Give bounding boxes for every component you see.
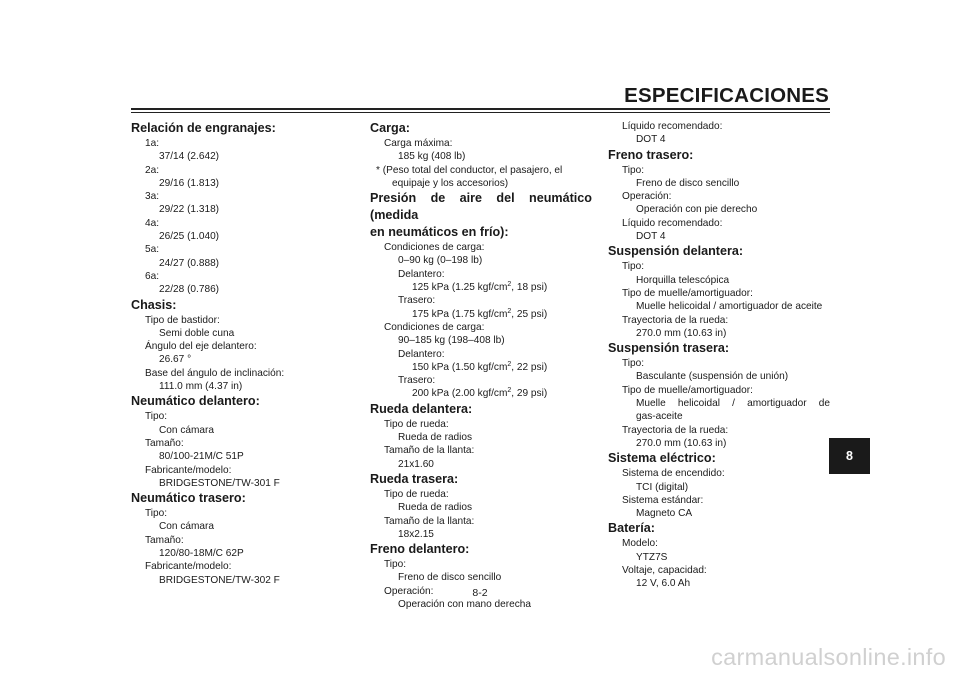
header-rule-thick xyxy=(131,108,830,110)
spec-label: 1a: xyxy=(145,138,160,149)
section-title-rear-tire: Neumático trasero: xyxy=(131,491,246,506)
spec-label: Tipo: xyxy=(145,508,168,520)
pressure-text: 150 kPa (1.50 kgf/cm xyxy=(412,361,508,373)
gear-3 xyxy=(131,190,351,217)
section-title-electrical: Sistema eléctrico: xyxy=(608,451,716,466)
spec-label: Trayectoria de la rueda: xyxy=(622,314,729,326)
spec-value: 111.0 mm (4.37 in) xyxy=(159,381,243,393)
section-title-battery: Batería: xyxy=(608,521,655,536)
spec-label: Tamaño de la llanta: xyxy=(384,445,475,457)
spec-value: YTZ7S xyxy=(636,551,668,563)
spec-value: Freno de disco sencillo xyxy=(636,177,740,189)
superscript: 2 xyxy=(507,387,512,395)
spec-column-1 xyxy=(131,120,351,587)
gear-2 xyxy=(131,164,351,191)
spec-label: 5a: xyxy=(145,244,160,256)
spec-label: Tipo: xyxy=(384,559,407,571)
spec-label: Modelo: xyxy=(622,538,658,550)
spec-label: Base del ángulo de inclinación: xyxy=(145,367,285,379)
spec-value: 24/27 (0.888) xyxy=(159,257,220,269)
spec-label: Trayectoria de la rueda: xyxy=(622,424,729,436)
spec-label: 3a: xyxy=(145,191,160,203)
spec-value: Operación con mano derecha xyxy=(398,599,531,611)
spec-value: Rueda de radios xyxy=(398,432,473,444)
spec-value: DOT 4 xyxy=(636,134,666,146)
spec-value-continued: gas-aceite xyxy=(636,411,683,423)
spec-value: DOT 4 xyxy=(636,231,666,243)
pressure-text: 125 kPa (1.25 kgf/cm xyxy=(412,282,508,294)
pressure-value xyxy=(370,387,592,400)
section-title-load: Carga: xyxy=(370,121,410,135)
spec-label: Condiciones de carga: xyxy=(384,321,485,333)
spec-value: 12 V, 6.0 Ah xyxy=(636,578,691,590)
spec-value: Basculante (suspensión de unión) xyxy=(636,371,789,383)
spec-label: Operación: xyxy=(622,191,672,203)
page-number: 8-2 xyxy=(472,587,488,599)
spec-value-justified xyxy=(608,397,830,410)
spec-value: BRIDGESTONE/TW-302 F xyxy=(159,574,280,586)
spec-column-3 xyxy=(608,120,830,591)
watermark: carmanualsonline.info xyxy=(711,644,946,670)
spec-label: Tipo: xyxy=(622,358,645,370)
page-header-title: ESPECIFICACIONES xyxy=(624,84,829,107)
spec-label: 6a: xyxy=(145,270,160,282)
section-title-tire-pressure-continued: en neumáticos en frío): xyxy=(370,225,509,240)
spec-value: Rueda de radios xyxy=(398,502,473,514)
spec-value: TCI (digital) xyxy=(636,481,689,493)
gear-6 xyxy=(131,270,351,297)
section-title-rear-wheel: Rueda trasera: xyxy=(370,471,459,486)
section-title-gear-ratio: Relación de engranajes: xyxy=(131,121,276,135)
spec-value: 37/14 (2.642) xyxy=(159,151,220,163)
spec-label: Fabricante/modelo: xyxy=(145,561,232,573)
spec-column-2 xyxy=(370,120,592,611)
section-title-chassis: Chasis: xyxy=(131,297,177,312)
header-rule-thin xyxy=(131,112,830,113)
spec-value: 29/16 (1.813) xyxy=(159,177,220,189)
spec-label: Tipo: xyxy=(622,261,645,273)
spec-label: Sistema estándar: xyxy=(622,494,704,506)
section-title-front-suspension: Suspensión delantera: xyxy=(608,244,744,259)
section-title-front-wheel: Rueda delantera: xyxy=(370,401,473,416)
section-title-tire-pressure: Presión de aire del neumático (medida xyxy=(370,191,592,223)
spec-value: Muelle helicoidal / amortiguador de aceite xyxy=(636,301,823,313)
gear-5 xyxy=(131,243,351,270)
spec-label: Tamaño de la llanta: xyxy=(384,515,475,527)
spec-value: 26/25 (1.040) xyxy=(159,231,220,243)
pressure-text: , 29 psi) xyxy=(511,388,548,400)
spec-label: Tipo: xyxy=(145,411,168,423)
gear-1 xyxy=(131,137,351,164)
chapter-tab: 8 xyxy=(829,438,870,474)
spec-value: Magneto CA xyxy=(636,508,693,520)
spec-value: 270.0 mm (10.63 in) xyxy=(636,327,727,339)
spec-value: 270.0 mm (10.63 in) xyxy=(636,437,727,449)
load-note-continued: equipaje y los accesorios) xyxy=(392,177,509,189)
pressure-text: , 25 psi) xyxy=(511,308,548,320)
spec-label: 2a: xyxy=(145,164,160,176)
pressure-text: , 18 psi) xyxy=(511,282,548,294)
pressure-value xyxy=(370,361,592,374)
spec-value: 0–90 kg (0–198 lb) xyxy=(398,255,483,267)
spec-label: Trasero: xyxy=(398,375,436,387)
spec-value: 29/22 (1.318) xyxy=(159,204,220,216)
section-title-front-tire: Neumático delantero: xyxy=(131,394,260,409)
spec-value: 26.67 ° xyxy=(159,354,192,366)
pressure-text: 200 kPa (2.00 kgf/cm xyxy=(412,388,508,400)
section-title-front-brake: Freno delantero: xyxy=(370,542,470,557)
spec-label: Tipo: xyxy=(622,164,645,176)
pressure-text: , 22 psi) xyxy=(511,361,548,373)
superscript: 2 xyxy=(507,281,512,289)
spec-label: Voltaje, capacidad: xyxy=(622,565,707,577)
gear-4 xyxy=(131,217,351,244)
load-note: * (Peso total del conductor, el pasajero, el xyxy=(376,164,563,176)
superscript: 2 xyxy=(507,360,512,368)
spec-value: 90–185 kg (198–408 lb) xyxy=(398,335,505,347)
spec-label: Operación: xyxy=(384,585,434,597)
spec-value: Con cámara xyxy=(159,521,214,533)
spec-label: Delantero: xyxy=(398,268,445,280)
spec-value: Freno de disco sencillo xyxy=(398,572,502,584)
spec-label: Delantero: xyxy=(398,348,445,360)
spec-value: Horquilla telescópica xyxy=(636,274,730,286)
pressure-value xyxy=(370,281,592,294)
spec-label: Trasero: xyxy=(398,295,436,307)
spec-label: Ángulo del eje delantero: xyxy=(145,341,257,353)
spec-value: 21x1.60 xyxy=(398,458,434,470)
spec-value: 80/100-21M/C 51P xyxy=(159,451,244,463)
section-title-rear-brake: Freno trasero: xyxy=(608,147,694,162)
section-title-rear-suspension: Suspensión trasera: xyxy=(608,341,730,356)
spec-label: Carga máxima: xyxy=(384,138,453,149)
spec-value: 22/28 (0.786) xyxy=(159,284,220,296)
spec-label: Tipo de muelle/amortiguador: xyxy=(622,287,753,299)
spec-label: Tipo de bastidor: xyxy=(145,314,220,326)
spec-label: 4a: xyxy=(145,217,160,229)
spec-value: 185 kg (408 lb) xyxy=(398,151,466,163)
spec-label: Tipo de muelle/amortiguador: xyxy=(622,384,753,396)
spec-value: Operación con pie derecho xyxy=(636,204,758,216)
spec-value: 18x2.15 xyxy=(398,528,434,540)
spec-label: Tipo de rueda: xyxy=(384,418,449,430)
spec-value: BRIDGESTONE/TW-301 F xyxy=(159,477,280,489)
spec-label: Tamaño: xyxy=(145,437,184,449)
spec-label: Condiciones de carga: xyxy=(384,242,485,254)
pressure-text: 175 kPa (1.75 kgf/cm xyxy=(412,308,508,320)
spec-value: Muelle helicoidal / amortiguador de xyxy=(636,398,830,410)
spec-label: Tipo de rueda: xyxy=(384,488,449,500)
spec-value: Con cámara xyxy=(159,424,214,436)
spec-label: Fabricante/modelo: xyxy=(145,464,232,476)
superscript: 2 xyxy=(507,307,512,315)
spec-value: 120/80-18M/C 62P xyxy=(159,548,244,560)
spec-label: Líquido recomendado: xyxy=(622,121,723,132)
spec-label: Tamaño: xyxy=(145,534,184,546)
pressure-value xyxy=(370,308,592,321)
spec-label: Líquido recomendado: xyxy=(622,217,723,229)
spec-label: Sistema de encendido: xyxy=(622,468,725,480)
spec-value: Semi doble cuna xyxy=(159,327,235,339)
